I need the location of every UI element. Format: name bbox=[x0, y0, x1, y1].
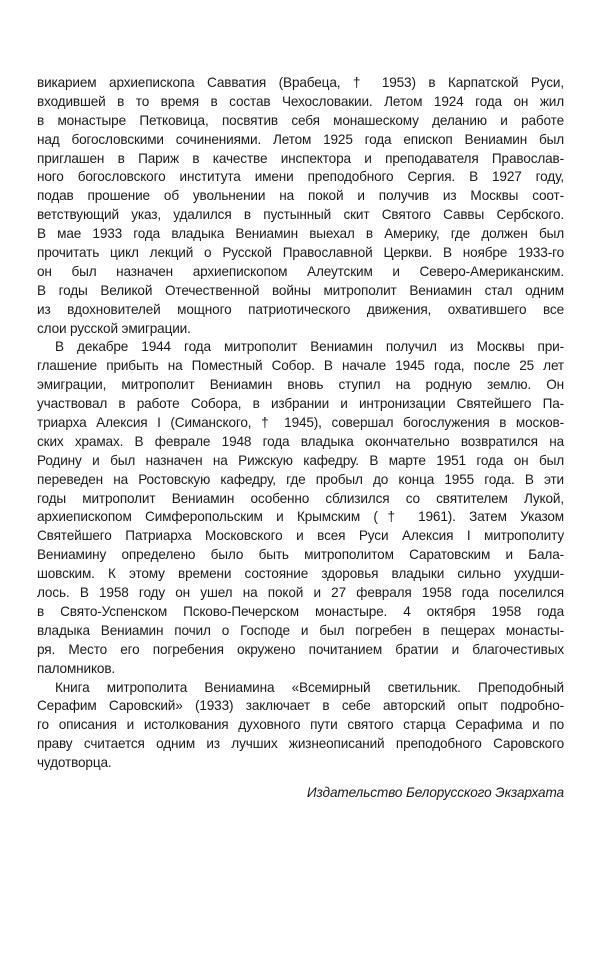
text-line: приглашен в Париж в качестве инспектора и преподавателя Православ- bbox=[37, 150, 564, 166]
text-line: Книга митрополита Вениамина «Всемирный светильник. Преподобный bbox=[55, 679, 564, 695]
text-line: Святейшего Патриарха Московского и всея Руси Алексия I митрополиту bbox=[37, 528, 564, 544]
paragraph bbox=[37, 679, 564, 773]
text-line: архиепископом Симферопольским и Крымским († 1961). Затем Указом bbox=[37, 509, 564, 525]
text-line: над богословскими сочинениями. Летом 1925 года епископ Вениамин был bbox=[37, 131, 564, 147]
text-line: паломников. bbox=[37, 660, 116, 676]
text-line: Серафим Саровский» (1933) заключает в себе авторский опыт подробно- bbox=[37, 698, 564, 714]
publisher-signature: Издательство Белорусского Экзархата bbox=[306, 784, 564, 800]
text-line: Родину и был назначен на Рижскую кафедру. В марте 1951 года он был bbox=[37, 452, 564, 468]
text-line: В мае 1933 года владыка Вениамин выехал в Америку, где должен был bbox=[37, 226, 564, 242]
text-line: В годы Великой Отечественной войны митрополит Вениамин стал одним bbox=[37, 282, 564, 298]
text-line: прочитать цикл лекций о Русской Православной Церкви. В ноябре 1933-го bbox=[37, 245, 564, 261]
text-line: ря. Место его погребения окружено почитанием братии и благочестивых bbox=[37, 641, 564, 657]
text-line: владыка Вениамин почил о Господе и был погребен в пещерах монасты- bbox=[37, 622, 564, 638]
text-line: участвовал в работе Собора, в избрании и интронизации Святейшего Па- bbox=[37, 396, 564, 412]
text-line: эмиграции, митрополит Вениамин вновь ступил на родную землю. Он bbox=[37, 377, 564, 393]
text-line: триарха Алексия I (Симанского, † 1945), совершал богослужения в москов- bbox=[37, 415, 564, 431]
text-line: го описания и истолкования духовного пути святого старца Серафима и по bbox=[37, 717, 564, 733]
text-line: глашение прибыть на Поместный Собор. В начале 1945 года, после 25 лет bbox=[37, 358, 564, 374]
paragraph bbox=[37, 338, 564, 678]
paragraph bbox=[37, 74, 564, 338]
text-line: в монастыре Петковица, посвятив себя монашескому деланию и работе bbox=[37, 112, 564, 128]
text-line: годы митрополит Вениамин особенно сблизился со святителем Лукой, bbox=[37, 490, 564, 506]
text-line: лось. В 1958 году он ушел на покой и 27 февраля 1958 года поселился bbox=[37, 585, 564, 601]
text-line: викарием архиепископа Савватия (Врабеца, † 1953) в Карпатской Руси, bbox=[37, 75, 564, 90]
text-line: слои русской эмиграции. bbox=[37, 320, 191, 336]
text-line: Вениамину определено было быть митрополитом Саратовским и Бала- bbox=[37, 547, 564, 563]
text-line: ного богословского института имени преподобного Сергия. В 1927 году, bbox=[37, 169, 564, 185]
text-line: ских храмах. В феврале 1948 года владыка окончательно возвратился на bbox=[37, 433, 564, 449]
text-line: в Свято-Успенском Псково-Печерском монастыре. 4 октября 1958 года bbox=[37, 603, 564, 619]
text-line: из вдохновителей мощного патриотического движения, охватившего все bbox=[37, 301, 564, 317]
text-line: подав прошение об увольнении на покой и получив из Москвы соот- bbox=[37, 188, 564, 204]
text-line: чудотворца. bbox=[37, 755, 112, 771]
document-page bbox=[37, 74, 564, 802]
text-line: он был назначен архиепископом Алеутским и Северо-Американским. bbox=[37, 263, 564, 279]
text-line: переведен на Ростовскую кафедру, где пробыл до конца 1955 года. В эти bbox=[37, 471, 564, 487]
body-text bbox=[37, 74, 564, 773]
text-line: праву считается одним из лучших жизнеописаний преподобного Саровского bbox=[37, 736, 564, 752]
text-line: входившей в то время в состав Чехословакии. Летом 1924 года он жил bbox=[37, 93, 564, 109]
text-line: ветствующий указ, удалился в пустынный скит Святого Саввы Сербского. bbox=[37, 207, 564, 223]
text-line: В декабре 1944 года митрополит Вениамин получил из Москвы при- bbox=[55, 339, 564, 355]
text-line: шовским. К этому времени состояние здоровья владыки сильно ухудши- bbox=[37, 566, 564, 582]
